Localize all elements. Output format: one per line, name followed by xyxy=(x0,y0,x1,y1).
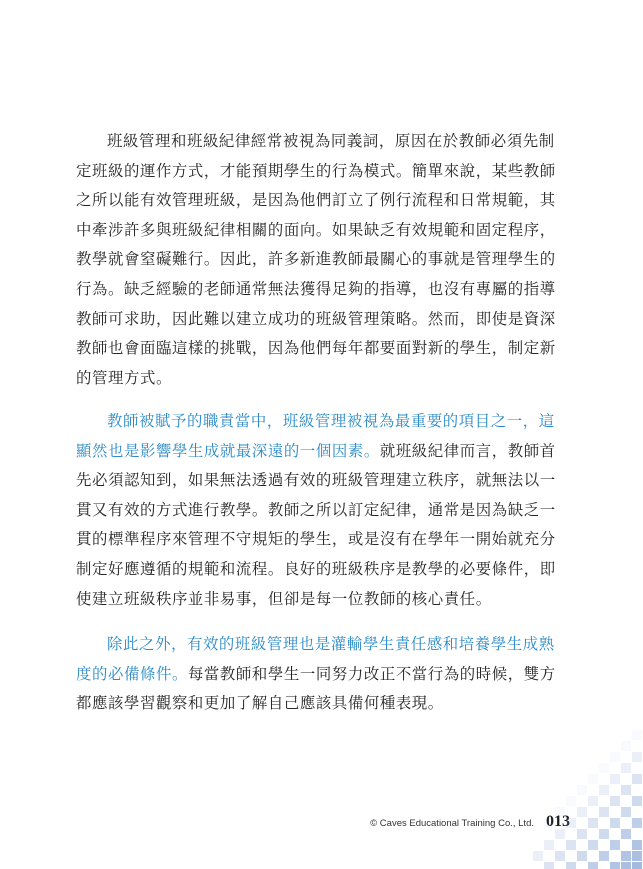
text-line xyxy=(76,305,568,335)
body-text: 就班級紀律而言，教師首 xyxy=(379,441,556,460)
body-text: 制定好應遵循的規範和流程。良好的班級秩序是教學的必要條件，即 xyxy=(76,559,556,578)
text-line xyxy=(76,496,568,526)
pattern-square xyxy=(632,796,642,806)
pattern-square xyxy=(610,752,620,762)
pattern-square xyxy=(610,862,620,869)
pattern-square xyxy=(566,840,576,850)
pattern-square xyxy=(566,862,576,869)
body-text: 教師可求助，因此難以建立成功的班級管理策略。然而，即使是資深 xyxy=(76,309,556,328)
body-text: 先必須認知到，如果無法透過有效的班級管理建立秩序，就無法以一 xyxy=(76,471,556,490)
pattern-square xyxy=(544,818,554,828)
pattern-square xyxy=(566,818,576,828)
pattern-square xyxy=(577,785,587,795)
pattern-square xyxy=(599,763,609,773)
body-text: 貫的標準程序來管理不守規矩的學生，或是沒有在學年一開始就充分 xyxy=(76,530,556,549)
corner-pattern-decoration xyxy=(533,719,643,869)
text-line xyxy=(76,216,568,246)
pattern-square xyxy=(599,785,609,795)
pattern-square xyxy=(621,851,631,861)
paragraph-1 xyxy=(76,127,568,393)
pattern-square xyxy=(555,851,565,861)
pattern-square xyxy=(610,818,620,828)
text-line xyxy=(76,275,568,305)
pattern-square xyxy=(577,851,587,861)
text-line xyxy=(76,407,568,437)
body-text: 都應該學習觀察和更加了解自己應該具備何種表現。 xyxy=(76,694,444,713)
pattern-square xyxy=(599,851,609,861)
pattern-square xyxy=(632,774,642,784)
body-text: 貫又有效的方式進行教學。教師之所以訂定紀律，通常是因為缺乏一 xyxy=(76,500,556,519)
body-text: 中牽涉許多與班級紀律相關的面向。如果缺乏有效規範和固定程序， xyxy=(76,220,556,239)
text-line xyxy=(76,630,568,660)
highlighted-text: 除此之外，有效的班級管理也是灌輸學生責任感和培養學生成熟 xyxy=(107,635,555,653)
text-line xyxy=(76,364,568,394)
paragraph-3 xyxy=(76,630,568,719)
pattern-square xyxy=(610,796,620,806)
pattern-square xyxy=(610,840,620,850)
text-line xyxy=(76,186,568,216)
pattern-square xyxy=(588,796,598,806)
pattern-square xyxy=(621,741,631,751)
text-line xyxy=(76,525,568,555)
text-line xyxy=(76,466,568,496)
pattern-square xyxy=(632,752,642,762)
pattern-square xyxy=(533,851,543,861)
text-line xyxy=(76,585,568,615)
text-line xyxy=(76,334,568,364)
body-text: 班級管理和班級紀律經常被視為同義詞，原因在於教師必須先制 xyxy=(107,132,555,150)
text-line xyxy=(76,437,568,467)
pattern-square xyxy=(599,807,609,817)
body-text: 教師也會面臨這樣的挑戰，因為他們每年都要面對新的學生，制定新 xyxy=(76,339,556,358)
pattern-square xyxy=(632,730,642,740)
body-text: 每當教師和學生一同努力改正不當行為的時候，雙方 xyxy=(187,664,556,683)
pattern-square xyxy=(588,840,598,850)
page-number: 013 xyxy=(546,813,570,830)
pattern-square xyxy=(632,862,642,869)
text-line xyxy=(76,157,568,187)
pattern-square xyxy=(588,774,598,784)
text-line xyxy=(76,245,568,275)
pattern-square xyxy=(632,818,642,828)
pattern-square xyxy=(566,796,576,806)
text-line xyxy=(76,127,568,157)
pattern-square xyxy=(555,807,565,817)
highlighted-text: 度的必備條件。 xyxy=(76,664,188,683)
highlighted-text: 顯然也是影響學生成就最深遠的一個因素。 xyxy=(76,441,380,460)
body-text: 的管理方式。 xyxy=(76,368,172,387)
copyright-notice: © Caves Educational Training Co., Ltd. xyxy=(370,818,534,829)
text-line xyxy=(76,555,568,585)
pattern-square xyxy=(621,763,631,773)
pattern-square xyxy=(555,829,565,839)
highlighted-text: 教師被賦予的職責當中，班級管理被視為最重要的項目之一，這 xyxy=(107,412,555,430)
text-line xyxy=(76,689,568,719)
pattern-square xyxy=(544,840,554,850)
pattern-square xyxy=(621,862,631,869)
pattern-square xyxy=(632,840,642,850)
pattern-square xyxy=(632,851,642,861)
paragraph-2 xyxy=(76,407,568,614)
body-text: 教學就會窒礙難行。因此，許多新進教師最關心的事就是管理學生的 xyxy=(76,250,556,269)
body-text: 行為。缺乏經驗的老師通常無法獲得足夠的指導，也沒有專屬的指導 xyxy=(76,279,556,298)
pattern-square xyxy=(621,785,631,795)
pattern-square xyxy=(610,774,620,784)
text-line xyxy=(76,660,568,690)
body-text: 定班級的運作方式，才能預期學生的行為模式。簡單來說，某些教師 xyxy=(76,161,556,180)
pattern-square xyxy=(588,862,598,869)
body-text: 之所以能有效管理班級，是因為他們訂立了例行流程和日常規範，其 xyxy=(76,191,556,210)
pattern-square xyxy=(599,829,609,839)
pattern-square xyxy=(588,818,598,828)
pattern-square xyxy=(621,829,631,839)
pattern-square xyxy=(577,807,587,817)
pattern-square xyxy=(621,807,631,817)
pattern-square xyxy=(577,829,587,839)
body-text: 使建立班級秩序並非易事，但卻是每一位教師的核心責任。 xyxy=(76,589,492,608)
pattern-square xyxy=(544,862,554,869)
